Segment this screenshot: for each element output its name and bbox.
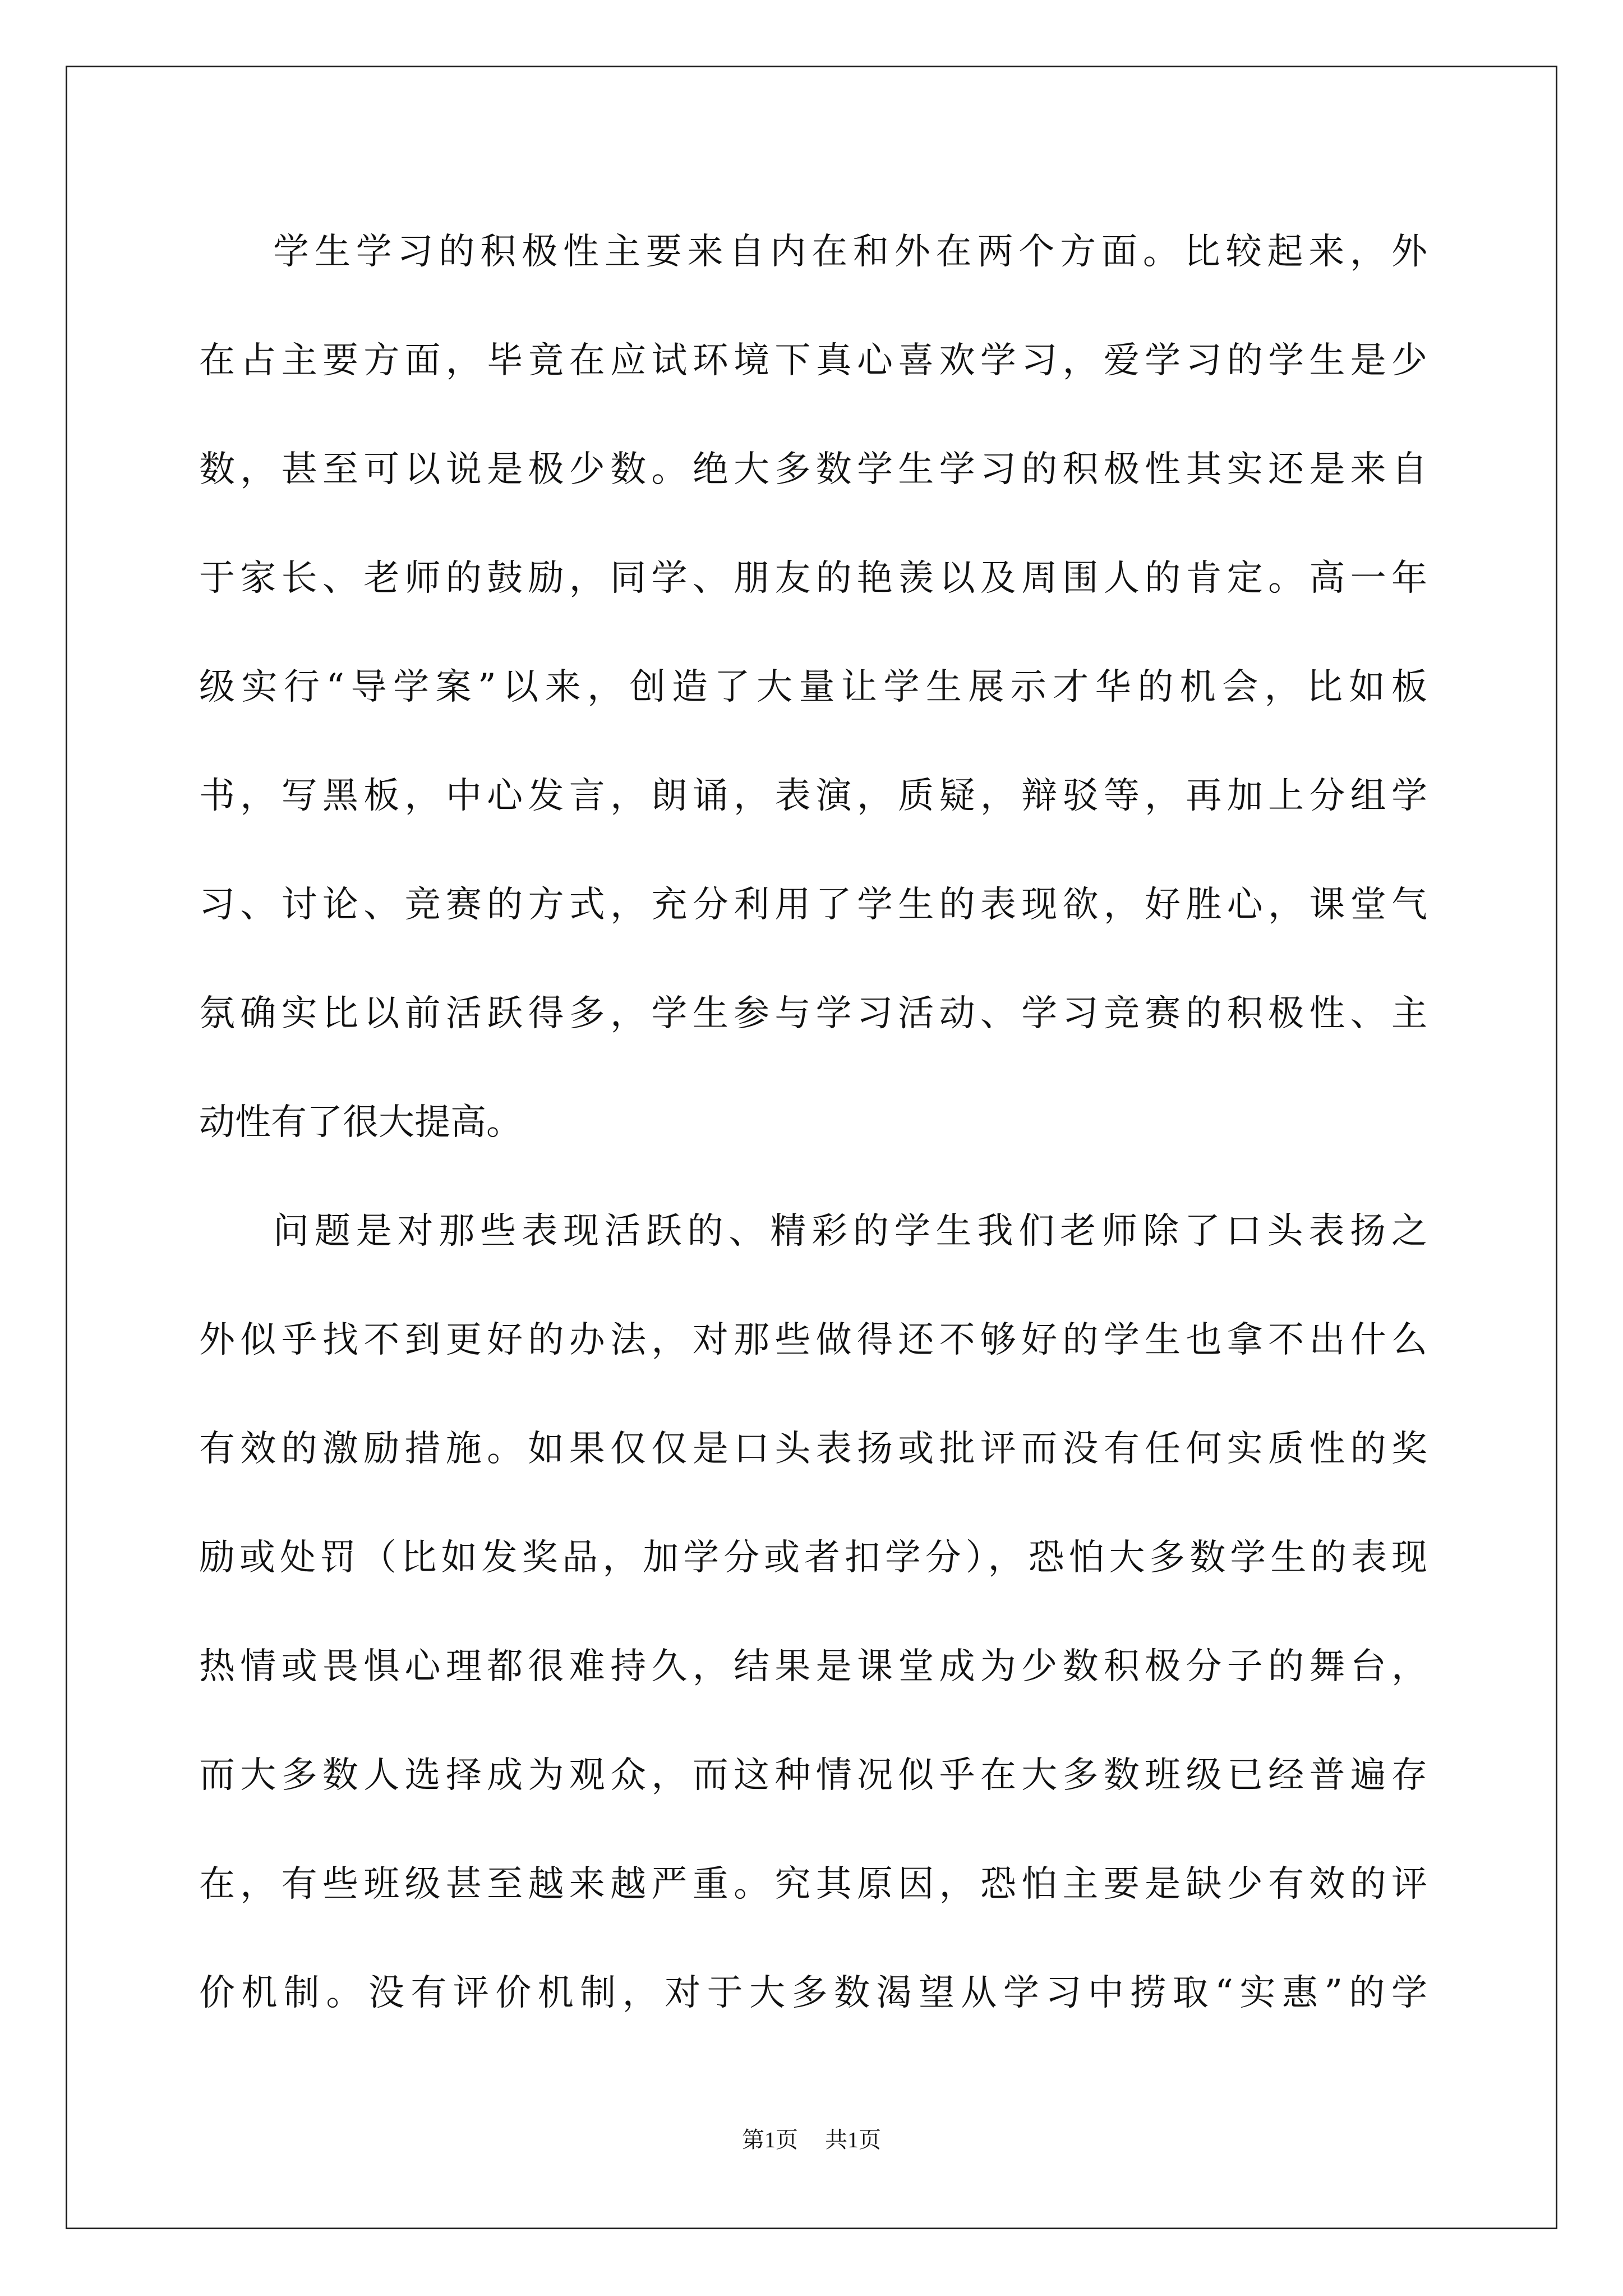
paragraph-line: 在，有些班级甚至越来越严重。究其原因，恐怕主要是缺少有效的评 bbox=[199, 1864, 1427, 1905]
paragraph-line: 问题是对那些表现活跃的、精彩的学生我们老师除了口头表扬之 bbox=[273, 1211, 1427, 1252]
paragraph-line: 氛确实比以前活跃得多，学生参与学习活动、学习竞赛的积极性、主 bbox=[199, 993, 1427, 1034]
paragraph-line: 动性有了很大提高。 bbox=[199, 1102, 522, 1143]
paragraph-line: 而大多数人选择成为观众，而这种情况似乎在大多数班级已经普遍存 bbox=[199, 1755, 1427, 1796]
document-body bbox=[199, 197, 1427, 2047]
paragraph-line: 学生学习的积极性主要来自内在和外在两个方面。比较起来，外 bbox=[273, 231, 1427, 273]
paragraph-line: 习、讨论、竞赛的方式，充分利用了学生的表现欲，好胜心，课堂气 bbox=[199, 884, 1427, 926]
paragraph-line: 励或处罚（比如发奖品，加学分或者扣学分），恐怕大多数学生的表现 bbox=[199, 1537, 1427, 1579]
paragraph-line: 热情或畏惧心理都很难持久，结果是课堂成为少数积极分子的舞台， bbox=[199, 1646, 1427, 1687]
paragraph-line: 级实行“导学案”以来，创造了大量让学生展示才华的机会，比如板 bbox=[199, 666, 1427, 708]
paragraph-line: 外似乎找不到更好的办法，对那些做得还不够好的学生也拿不出什么 bbox=[199, 1319, 1427, 1361]
paragraph-line: 价机制。没有评价机制，对于大多数渴望从学习中捞取“实惠”的学 bbox=[199, 1972, 1427, 2014]
page-number: 第1页 bbox=[742, 2127, 798, 2152]
paragraph-1 bbox=[199, 197, 1427, 1177]
paragraph-2 bbox=[199, 1177, 1427, 2047]
paragraph-line: 数，甚至可以说是极少数。绝大多数学生学习的积极性其实还是来自 bbox=[199, 449, 1427, 490]
page-total: 共1页 bbox=[825, 2127, 881, 2152]
page-footer bbox=[0, 2124, 1623, 2156]
paragraph-line: 有效的激励措施。如果仅仅是口头表扬或批评而没有任何实质性的奖 bbox=[199, 1428, 1427, 1470]
paragraph-line: 在占主要方面，毕竟在应试环境下真心喜欢学习，爱学习的学生是少 bbox=[199, 340, 1427, 381]
paragraph-line: 于家长、老师的鼓励，同学、朋友的艳羡以及周围人的肯定。高一年 bbox=[199, 558, 1427, 599]
paragraph-line: 书，写黑板，中心发言，朗诵，表演，质疑，辩驳等，再加上分组学 bbox=[199, 775, 1427, 817]
